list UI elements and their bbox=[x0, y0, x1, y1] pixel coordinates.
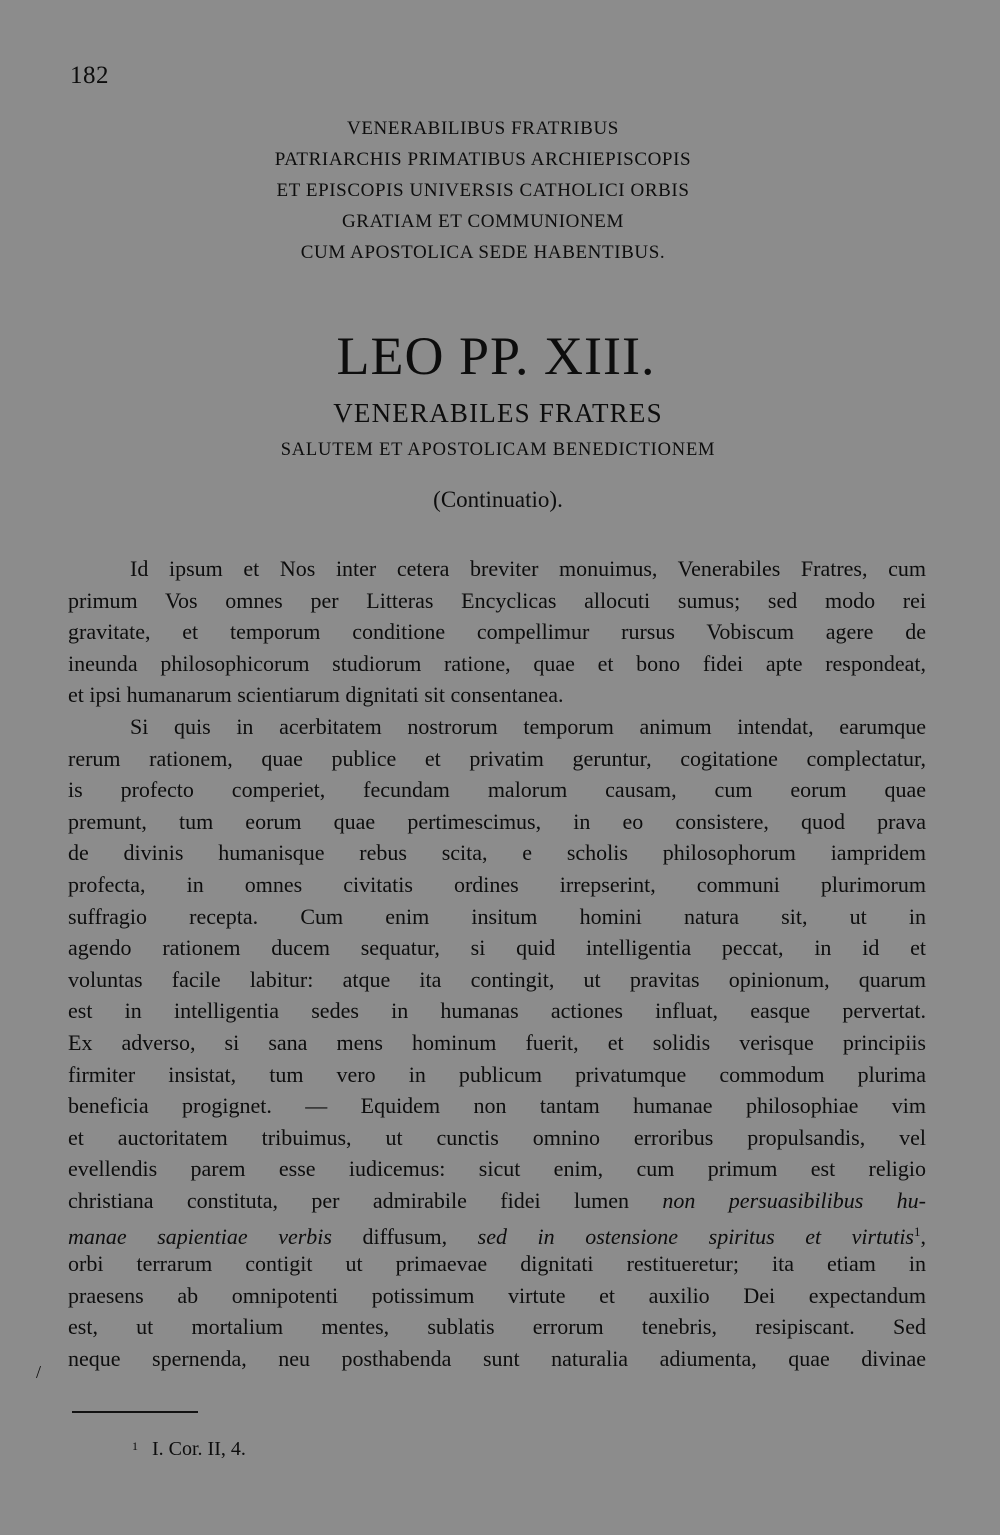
text-line: gravitate, et temporum conditione compellimur rursus Vobiscum agere de bbox=[68, 619, 926, 645]
text-line: premunt, tum eorum quae pertimescimus, in eo consistere, quod prava bbox=[68, 808, 926, 834]
address-line: VENERABILIBUS FRATRIBUS bbox=[347, 118, 619, 139]
text-line: beneficia progignet. — Equidem non tantam humanae philosophiae vim bbox=[68, 1093, 926, 1119]
text-line: et auctoritatem tribuimus, ut cunctis omnino erroribus propulsandis, vel bbox=[68, 1124, 926, 1150]
footnote bbox=[132, 1438, 246, 1461]
address-block bbox=[0, 113, 966, 268]
text-line: suffragio recepta. Cum enim insitum homini natura sit, ut in bbox=[68, 903, 926, 929]
text-line bbox=[68, 1185, 926, 1217]
text-line: rerum rationem, quae publice et privatim geruntur, cogitatione complectatur, bbox=[68, 745, 926, 771]
footnote-reference: 1 bbox=[914, 1224, 921, 1240]
text-line: neque spernenda, neu posthabenda sunt naturalia adiumenta, quae divinae bbox=[68, 1345, 926, 1371]
text-line: evellendis parem esse iudicemus: sicut enim, cum primum est religio bbox=[68, 1156, 926, 1182]
text-segment: christiana constituta, per admirabile fidei lumen bbox=[68, 1187, 663, 1213]
salutation-title: VENERABILES FRATRES bbox=[333, 398, 663, 428]
text-line bbox=[68, 1216, 926, 1248]
text-line: et ipsi humanarum scientiarum dignitati sit consentanea. bbox=[68, 682, 564, 708]
footnote-mark: 1 bbox=[132, 1439, 138, 1453]
page-number: 182 bbox=[70, 62, 109, 89]
italic-quotation: non persuasibilibus hu- bbox=[662, 1187, 926, 1213]
text-line: Id ipsum et Nos inter cetera breviter monuimus, Venerabiles Fratres, cum bbox=[130, 556, 926, 581]
margin-mark: / bbox=[36, 1362, 42, 1382]
continuatio-label: (Continuatio). bbox=[433, 487, 563, 512]
text-line: est, ut mortalium mentes, sublatis errorum tenebris, resipiscant. Sed bbox=[68, 1314, 926, 1340]
footnote-text: I. Cor. II, 4. bbox=[152, 1438, 246, 1460]
address-line: PATRIARCHIS PRIMATIBUS ARCHIEPISCOPIS bbox=[274, 149, 692, 170]
pope-name-heading: LEO PP. XIII. bbox=[336, 326, 656, 386]
text-line: de divinis humanisque rebus scita, e scholis philosophorum iampridem bbox=[68, 840, 926, 866]
text-line: agendo rationem ducem sequatur, si quid intelligentia peccat, in id et bbox=[68, 935, 926, 961]
text-line: firmiter insistat, tum vero in publicum privatumque commodum plurima bbox=[68, 1061, 926, 1087]
address-line: GRATIAM ET COMMUNIONEM bbox=[341, 211, 625, 232]
footnote-divider bbox=[72, 1411, 198, 1413]
salutation-subtitle: SALUTEM ET APOSTOLICAM BENEDICTIONEM bbox=[280, 440, 716, 460]
text-line: Si quis in acerbitatem nostrorum temporum animum intendat, earumque bbox=[130, 713, 926, 739]
text-line: profecta, in omnes civitatis ordines irrepserint, communi plurimorum bbox=[68, 871, 926, 897]
italic-quotation: manae sapientiae verbis bbox=[68, 1224, 332, 1250]
italic-quotation: sed in ostensione spiritus et virtutis bbox=[477, 1224, 914, 1250]
address-line: ET EPISCOPIS UNIVERSIS CATHOLICI ORBIS bbox=[276, 180, 690, 201]
text-line: orbi terrarum contigit ut primaevae dignitati restitueretur; ita etiam in bbox=[68, 1251, 926, 1277]
text-line: is profecto comperiet, fecundam malorum causam, cum eorum quae bbox=[68, 777, 926, 803]
body-text bbox=[68, 553, 926, 1374]
text-line: praesens ab omnipotenti potissimum virtute et auxilio Dei expectandum bbox=[68, 1282, 926, 1308]
text-line: est in intelligentia sedes in humanas actiones influat, easque pervertat. bbox=[68, 998, 926, 1024]
address-line: CUM APOSTOLICA SEDE HABENTIBUS. bbox=[300, 242, 666, 263]
text-line: Ex adverso, si sana mens hominum fuerit, et solidis verisque principiis bbox=[68, 1029, 926, 1055]
text-segment: diffusum, bbox=[331, 1224, 478, 1250]
text-line: ineunda philosophicorum studiorum ratione, quae et bono fidei apte respondeat, bbox=[68, 650, 926, 676]
text-line: voluntas facile labitur: atque ita contingit, ut pravitas opinionum, quarum bbox=[68, 966, 926, 992]
text-segment: , bbox=[920, 1224, 926, 1250]
text-line: primum Vos omnes per Litteras Encyclicas allocuti sumus; sed modo rei bbox=[68, 587, 926, 613]
